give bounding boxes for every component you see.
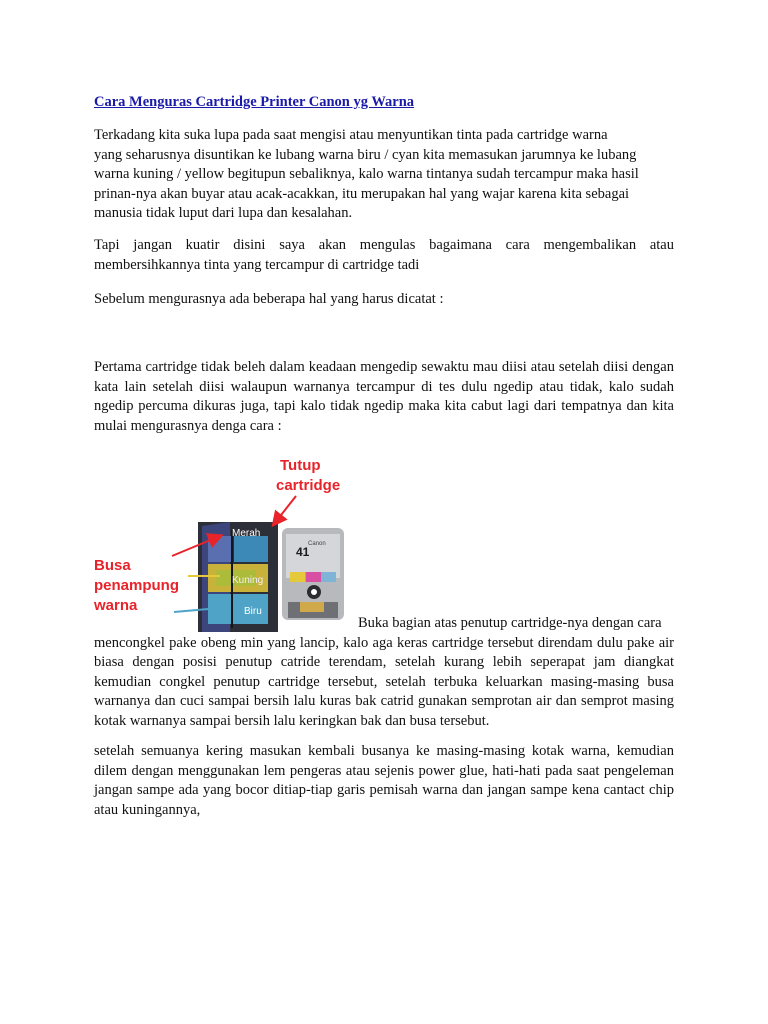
article-title-link[interactable]: Cara Menguras Cartridge Printer Canon yg Warna xyxy=(94,94,415,110)
label-penampung: penampung xyxy=(94,577,179,594)
paragraph-notes-intro: Sebelum mengurasnya ada beberapa hal yang harus dicatat : xyxy=(94,291,444,307)
label-warna: warna xyxy=(94,597,138,614)
arrow-to-lid xyxy=(274,496,296,524)
paragraph-first-step: Pertama cartridge tidak beleh dalam keadaan mengedip sewaktu mau diisi atau setelah diisi dengan kata lain setelah diisi walaupun warnanya tercampur di tes dulu ngedip atau tidak, kalo sudah ngedip percuma dikuras juga, tapi kalo tidak ngedip maka kita cabut lagi dari tempatnya dan kita mulai mengurasnya denga cara : xyxy=(94,359,674,434)
paragraph-open-lid xyxy=(94,614,674,732)
text-line: Terkadang kita suka lupa pada saat mengisi atau menyuntikan tinta pada cartridge warna xyxy=(94,127,608,143)
paragraph-reassurance: Tapi jangan kuatir disini saya akan mengulas bagaimana cara mengembalikan atau membersihkannya tinta yang tercampur di cartridge tadi xyxy=(94,237,674,273)
text-body: mencongkel pake obeng min yang lancip, kalo aga keras cartridge tersebut direndam dulu pake air biasa dengan posisi penutup catride terendam, setelah kurang lebih seperapat jam diangkat kemudian congkel penutup cartridge tersebut, setelah terbuka keluarkan masing-masing busa warnanya dan cuci sampai bersih lalu kuras bak catrid gunakan semprotan air dan semprot masing kotak warnanya sampai bersih lalu keringkan bak dan busa tersebut. xyxy=(94,634,674,729)
text-line: warna kuning / yellow begitupun sebaliknya, kalo warna tintanya sudah tercampur maka hasil xyxy=(94,166,639,183)
label-busa: Busa xyxy=(94,557,131,574)
label-tutup: Tutup xyxy=(280,457,321,474)
cartridge-model-label: 41 xyxy=(296,545,310,559)
text-line: manusia tidak luput dari lupa dan kesalahan. xyxy=(94,205,353,222)
text-line-lead: Buka bagian atas penutup cartridge-nya dengan cara xyxy=(358,615,662,631)
cartridge-diagram-image xyxy=(90,452,356,632)
label-merah: Merah xyxy=(232,528,261,539)
label-biru: Biru xyxy=(244,606,262,617)
label-cartridge: cartridge xyxy=(276,477,341,494)
text-line: prinan-nya akan buyar atau acak-acakkan, itu merupakan hal yang wajar karena kita sebagai xyxy=(94,185,630,202)
text-line: yang seharusnya disuntikan ke lubang warna biru / cyan kita memasukan jarumnya ke lubang xyxy=(94,146,637,163)
label-kuning: Kuning xyxy=(232,575,264,586)
paragraph-reassemble: setelah semuanya kering masukan kembali busanya ke masing-masing kotak warna, kemudian dilem dengan menggunakan lem pengeras atau sejenis power glue, hati-hati pada saat pengeleman jangan sampe ada yang bocor ditiap-tiap garis pemisah warna dan jangan sampe kena cantact chip atau kuningannya, xyxy=(94,743,674,818)
paragraph-intro xyxy=(94,126,674,224)
cartridge-diagram-svg xyxy=(90,452,356,632)
cartridge-brand-label: Canon xyxy=(308,541,326,547)
